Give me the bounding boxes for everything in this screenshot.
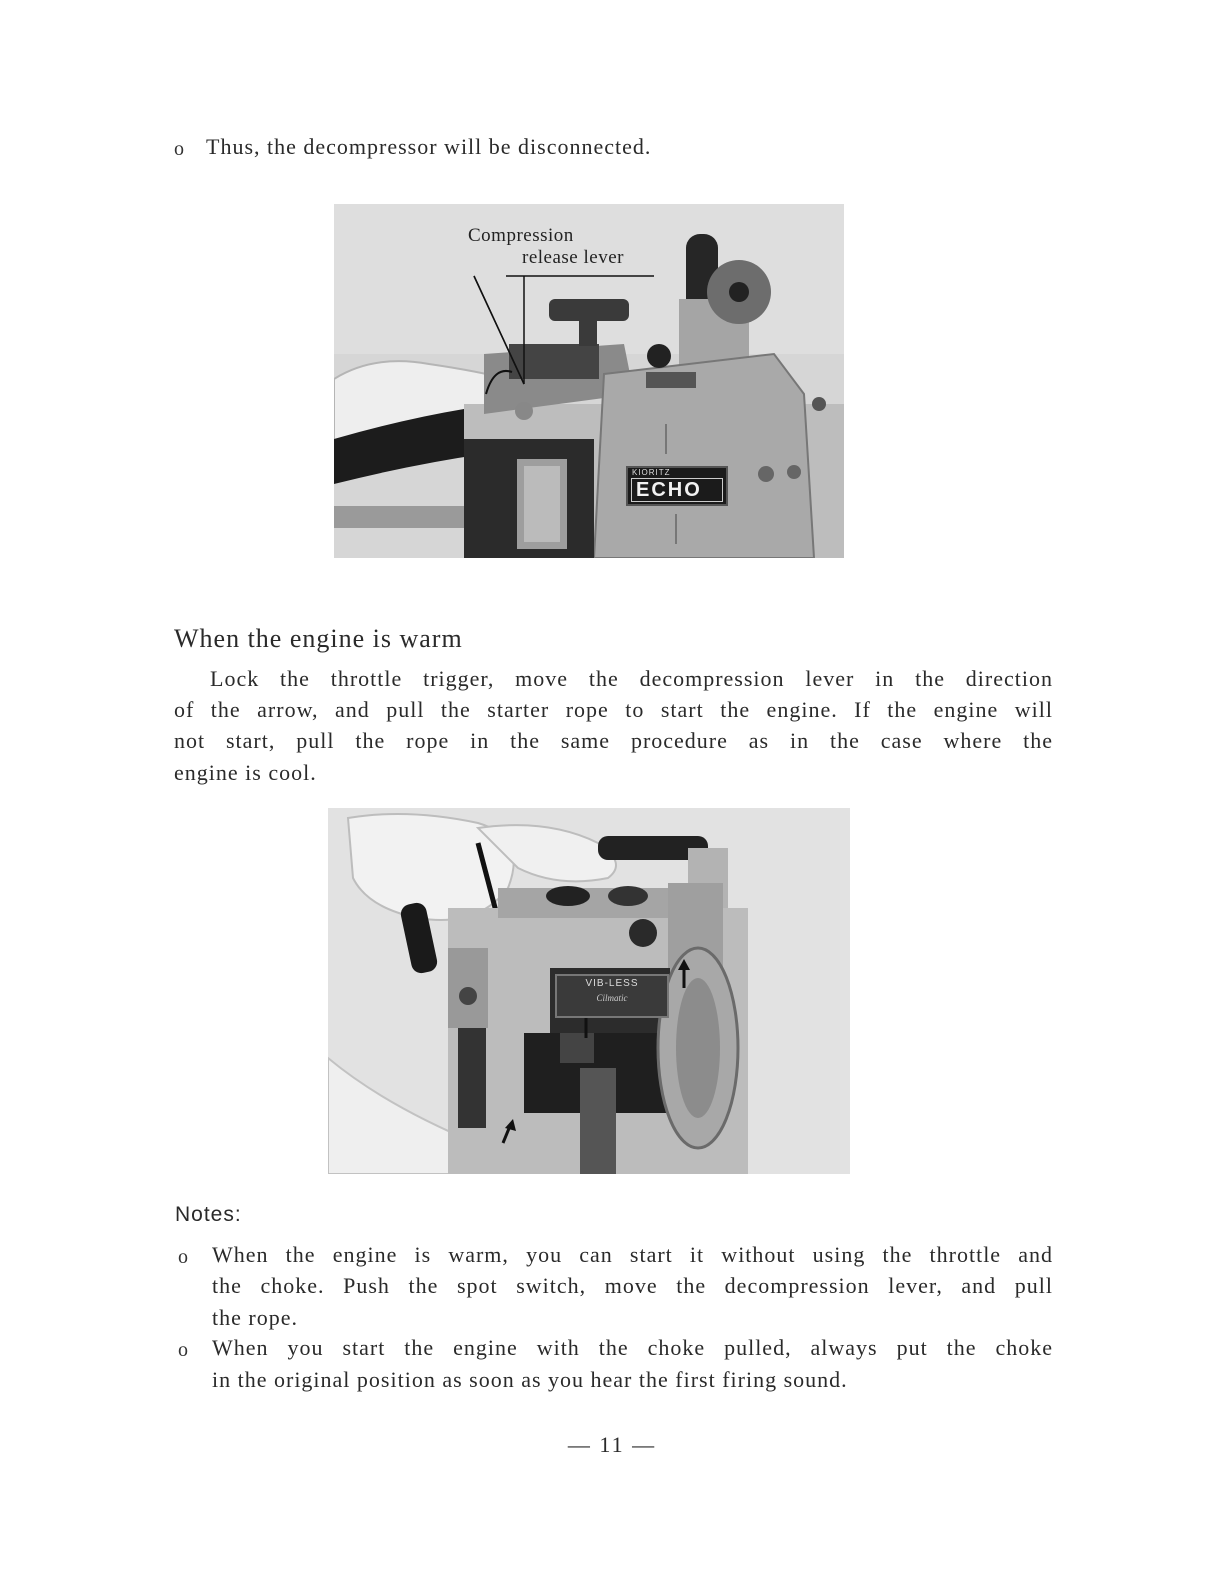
callout-leader-lines [464,264,784,454]
vibless-plate [555,974,669,1018]
plate-line1: VIB-LESS [585,978,639,989]
paragraph-line-1: Lock the throttle trigger, move the decompression lever in the direction [210,666,1053,691]
page-number: — 11 — [567,1432,657,1457]
paragraph-line-2: of the arrow, and pull the starter rope to start the engine. If the engine will [174,697,1053,722]
note-2-line-1: When you start the engine with the choke pulled, always put the choke [212,1335,1053,1360]
brand-small-text: KIORITZ [632,468,671,477]
note-1-bullet: o [178,1246,188,1268]
figure-compression-release-photo [334,204,844,558]
intro-bullet: o [174,138,184,160]
section-heading: When the engine is warm [174,624,463,653]
intro-text: Thus, the decompressor will be disconnected. [206,134,652,159]
note-1-line-2: the choke. Push the spot switch, move the decompression lever, and pull [212,1273,1053,1298]
plate-line2: Cilmatic [596,993,628,1003]
callout-label-line2: release lever [522,247,624,268]
notes-title: Notes: [175,1203,242,1226]
brand-text: ECHO [631,478,723,502]
callout-label-line1: Compression [468,225,574,246]
note-1-line-3: the rope. [212,1305,298,1330]
figure-warm-start-photo [328,808,850,1174]
note-2-line-2: in the original position as soon as you hear the first firing sound. [212,1367,848,1392]
note-1-line-1: When the engine is warm, you can start it without using the throttle and [212,1242,1053,1267]
paragraph-line-3: not start, pull the rope in the same procedure as in the case where the [174,728,1053,753]
note-2-bullet: o [178,1339,188,1361]
echo-brand-badge [626,466,728,506]
paragraph-line-4: engine is cool. [174,760,317,785]
